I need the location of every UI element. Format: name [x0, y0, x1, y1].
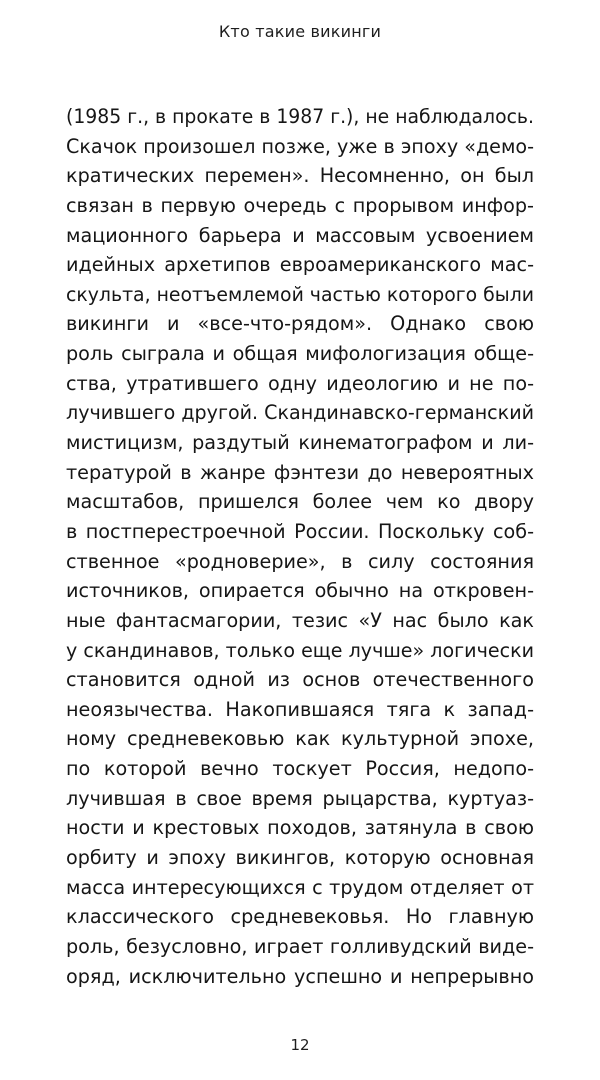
text-line: оряд, исключительно успешно и непрерывно: [66, 964, 534, 988]
text-line: (1985 г., в прокате в 1987 г.), не наблюдалось.: [66, 105, 534, 128]
text-line: связан в первую очередь с прорывом инфор-: [66, 193, 534, 217]
text-line: становится одной из основ отечественного: [66, 668, 534, 692]
text-line: кратических перемен». Несомненно, он был: [66, 164, 534, 188]
text-line: идейных архетипов евроамериканского мас-: [66, 253, 534, 277]
text-line: лучившая в свое время рыцарства, куртуаз-: [66, 786, 534, 810]
text-line: Скачок произошел позже, уже в эпоху «демо-: [66, 134, 534, 158]
text-line: викинги и «все-что-рядом». Однако свою: [66, 312, 534, 336]
text-line: в постперестроечной России. Поскольку соб-: [66, 519, 534, 543]
text-line: источников, опирается обычно на откровен-: [66, 579, 534, 603]
text-line: масса интересующихся с трудом отделяет от: [66, 875, 534, 899]
text-line: по которой вечно тоскует Россия, недопо-: [66, 757, 534, 781]
text-line: скульта, неотъемлемой частью которого были: [66, 282, 534, 306]
body-paragraph: [66, 102, 534, 991]
text-line: орбиту и эпоху викингов, которую основная: [66, 846, 534, 870]
text-line: классического средневековья. Но главную: [66, 905, 534, 929]
text-line: роль, безусловно, играет голливудский виде-: [66, 934, 534, 958]
text-line: ному средневековью как культурной эпохе,: [66, 727, 534, 751]
text-line: масштабов, пришелся более чем ко двору: [66, 490, 534, 514]
text-line: ства, утратившего одну идеологию и не по-: [66, 371, 534, 395]
text-line: ные фантасмагории, тезис «У нас было как: [66, 608, 534, 632]
page-number: 12: [290, 1036, 310, 1054]
text-line: мистицизм, раздутый кинематографом и ли-: [66, 431, 534, 455]
text-line: ственное «родноверие», в силу состояния: [66, 549, 534, 573]
text-line: роль сыграла и общая мифологизация обще-: [66, 342, 534, 366]
text-line: ности и крестовых походов, затянула в свою: [66, 816, 534, 840]
text-line: мационного барьера и массовым усвоением: [66, 223, 534, 247]
running-head: Кто такие викинги: [218, 22, 382, 41]
text-line: неоязычества. Накопившаяся тяга к запад-: [66, 697, 534, 721]
text-line: у скандинавов, только еще лучше» логически: [66, 638, 534, 662]
text-line: тературой в жанре фэнтези до невероятных: [66, 460, 534, 484]
text-line: лучившего другой. Скандинавско-германский: [66, 401, 534, 425]
